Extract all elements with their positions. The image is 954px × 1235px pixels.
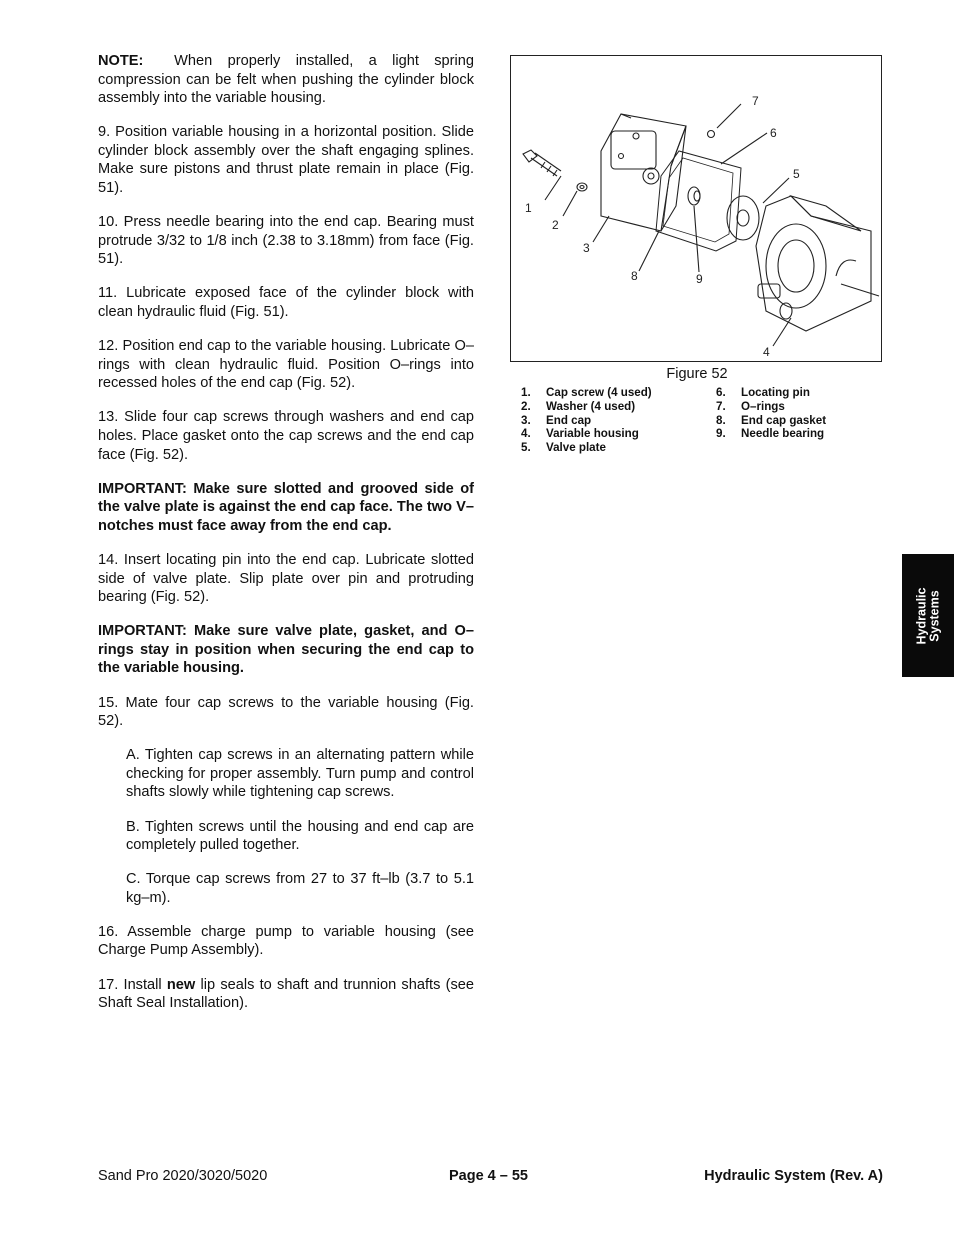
callout-1: 1 xyxy=(525,201,532,215)
o-ring-illustration xyxy=(708,131,715,138)
legend-item xyxy=(521,427,652,441)
callout-7: 7 xyxy=(752,94,759,108)
section-tab-line1: Hydraulic xyxy=(914,587,928,644)
variable-housing-illustration xyxy=(756,196,879,331)
cap-screw-illustration xyxy=(523,150,561,176)
step-17-new: new xyxy=(166,976,196,993)
step-15: 15. Mate four cap screws to the variable housing (Fig. 52). xyxy=(98,694,474,730)
legend-num: 6. xyxy=(716,386,726,399)
figure-52-frame xyxy=(510,55,882,362)
step-14: 14. Insert locating pin into the end cap. Lubricate slotted side of valve plate. Slip plate over pin and protruding bearing (Fig. 52). xyxy=(98,551,474,606)
important-gasket: IMPORTANT: Make sure valve plate, gasket, and O–rings stay in position when securing the end cap to the variable housing. xyxy=(98,623,474,677)
section-tab-line2: Systems xyxy=(927,589,941,642)
section-tab-label xyxy=(915,587,941,644)
legend-num: 5. xyxy=(521,441,531,455)
step-16: 16. Assemble charge pump to variable housing (see Charge Pump Assembly). xyxy=(98,923,474,959)
legend-right xyxy=(716,386,826,441)
step-13: 13. Slide four cap screws through washers and end cap holes. Place gasket onto the cap screws and the end cap face (Fig. 52). xyxy=(98,409,474,463)
legend-num: 4. xyxy=(521,427,531,441)
pump-exploded-diagram xyxy=(511,56,883,363)
note-label: NOTE: xyxy=(98,53,144,69)
step-11: 11. Lubricate exposed face of the cylinder block with clean hydraulic fluid (Fig. 51). xyxy=(98,285,474,321)
legend-item xyxy=(521,441,652,455)
legend-num: 9. xyxy=(716,427,726,441)
callout-3: 3 xyxy=(583,241,590,255)
step-17-text-end: lip seals to shaft and trunnion shafts (see Shaft Seal Installation). xyxy=(98,976,474,1012)
instructions-column xyxy=(98,52,474,1028)
legend-num: 7. xyxy=(716,399,726,413)
footer-model: Sand Pro 2020/3020/5020 xyxy=(98,1168,268,1184)
washer-illustration xyxy=(577,183,587,191)
footer-section: Hydraulic System (Rev. A) xyxy=(704,1168,883,1184)
legend-label: Locating pin xyxy=(741,386,810,399)
legend-item xyxy=(521,386,652,400)
step-10: 10. Press needle bearing into the end cap. Bearing must protrude 3/32 to 1/8 inch (2.38 to 3.18mm) from face (Fig. 51). xyxy=(98,214,474,268)
step-15a: A. Tighten cap screws in an alternating pattern while checking for proper assembly. Turn pump and control shafts slowly while tightening cap screws. xyxy=(126,747,474,801)
note-text: When properly installed, a light spring compression can be felt when pushing the cylinder block assembly into the variable housing. xyxy=(98,53,474,107)
figure-caption: Figure 52 xyxy=(666,366,728,382)
section-tab[interactable] xyxy=(902,554,954,677)
legend-item xyxy=(716,427,826,441)
callout-6: 6 xyxy=(770,126,777,140)
legend-label: End cap gasket xyxy=(741,413,827,427)
step-17-text: 17. Install xyxy=(98,976,167,993)
valve-plate-illustration xyxy=(727,196,759,240)
callout-2: 2 xyxy=(552,218,559,232)
legend-item xyxy=(716,400,826,414)
step-9: 9. Position variable housing in a horizontal position. Slide cylinder block assembly over the shaft engaging splines. Make sure pistons and thrust plate remain in place (Fig. 51). xyxy=(98,124,474,197)
legend-label: Washer (4 used) xyxy=(546,399,636,413)
legend-num: 3. xyxy=(521,413,531,427)
needle-bearing-illustration xyxy=(688,187,700,205)
callout-5: 5 xyxy=(793,167,800,181)
legend-item xyxy=(716,414,826,428)
legend-label: End cap xyxy=(546,413,592,427)
legend-label: O–rings xyxy=(741,399,785,413)
legend-label: Valve plate xyxy=(546,441,606,455)
callout-8: 8 xyxy=(631,269,638,283)
legend-label: Variable housing xyxy=(546,427,639,441)
legend-left xyxy=(521,386,652,455)
note-paragraph xyxy=(98,52,474,108)
callout-9: 9 xyxy=(696,272,703,286)
legend-item xyxy=(716,386,826,400)
important-valve-plate: IMPORTANT: Make sure slotted and grooved side of the valve plate is against the end cap face. The two V–notches must face away from the end cap. xyxy=(98,480,474,534)
legend-label: Needle bearing xyxy=(741,427,825,441)
legend-label: Cap screw (4 used) xyxy=(546,386,652,399)
callout-4: 4 xyxy=(763,345,770,359)
legend-num: 2. xyxy=(521,399,531,413)
legend-item xyxy=(521,414,652,428)
step-15c: C. Torque cap screws from 27 to 37 ft–lb (3.7 to 5.1 kg–m). xyxy=(126,871,474,906)
footer-page-number: Page 4 – 55 xyxy=(449,1168,528,1184)
legend-num: 1. xyxy=(521,386,531,399)
legend-num: 8. xyxy=(716,413,726,427)
legend-item xyxy=(521,400,652,414)
step-17 xyxy=(98,976,474,1013)
step-12: 12. Position end cap to the variable housing. Lubricate O–rings with clean hydraulic fluid. Position O–rings into recessed holes of the end cap (Fig. 52). xyxy=(98,338,474,392)
step-15b: B. Tighten screws until the housing and end cap are completely pulled together. xyxy=(126,818,474,854)
